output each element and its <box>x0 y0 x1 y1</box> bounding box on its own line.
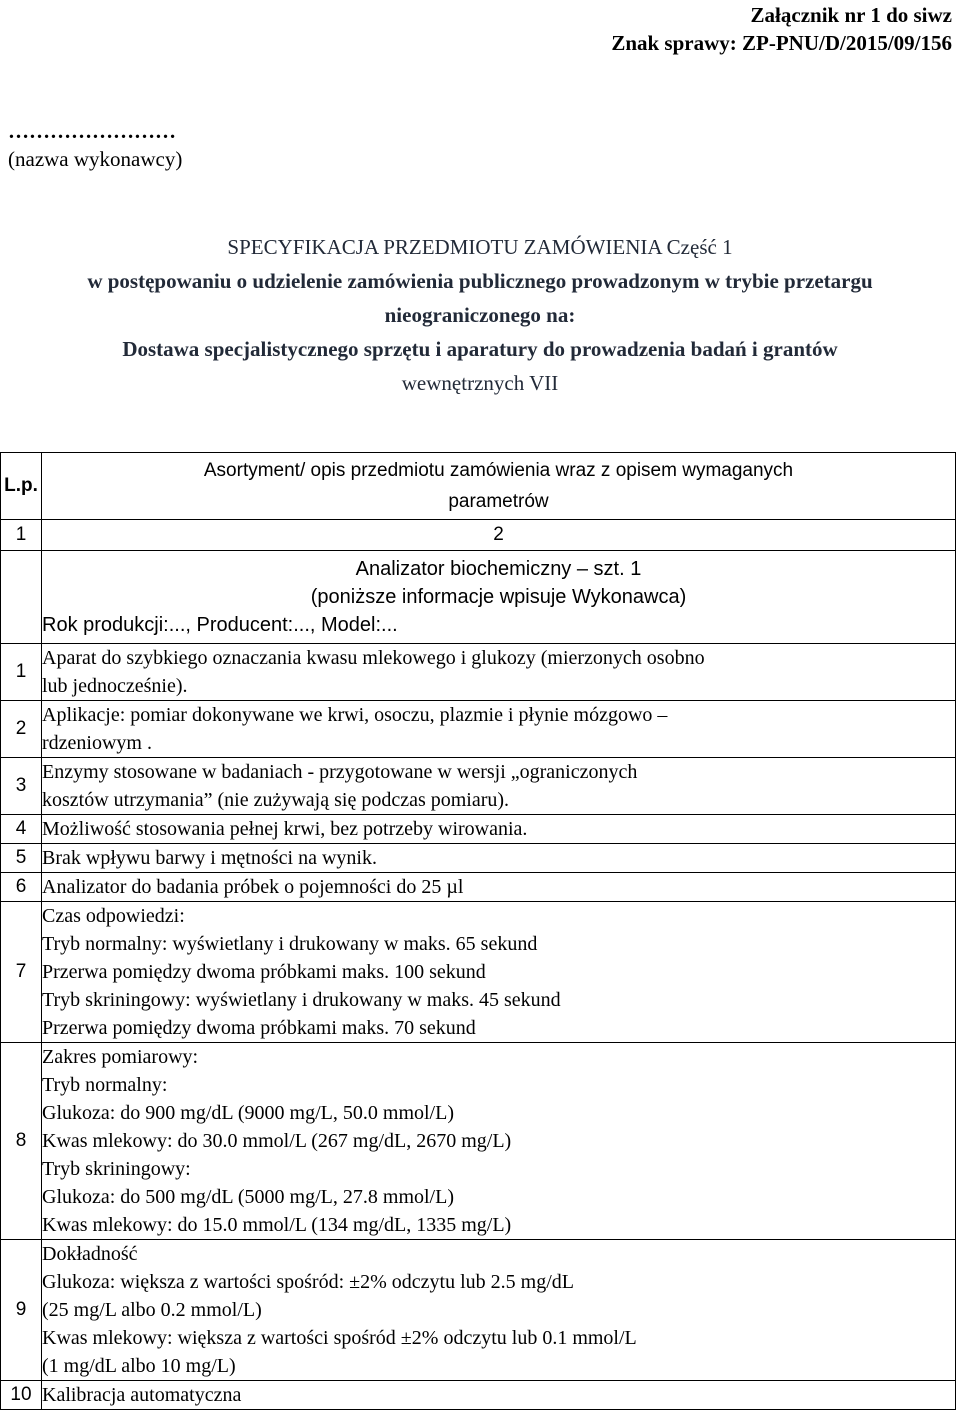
item-fields: Rok produkcji:..., Producent:..., Model:... <box>42 614 398 636</box>
row-description <box>42 644 956 701</box>
case-reference: Znak sprawy: ZP-PNU/D/2015/09/156 <box>611 31 952 55</box>
item-header <box>42 551 956 644</box>
row-number: 9 <box>1 1240 42 1381</box>
title-line-1: SPECYFIKACJA PRZEDMIOTU ZAMÓWIENIA Część 1 <box>227 235 733 259</box>
header-description <box>42 453 956 520</box>
table-header-row <box>1 453 956 520</box>
row-description-line: Analizator do badania próbek o pojemności do 25 µl <box>42 876 464 898</box>
column-number-1: 1 <box>1 520 42 551</box>
row-number: 2 <box>1 701 42 758</box>
row-description-line: Kwas mlekowy: większa z wartości spośród ±2% odczytu lub 0.1 mmol/L <box>42 1327 637 1349</box>
title-line-3: nieograniczonego na: <box>384 303 576 327</box>
specification-table <box>0 452 956 1410</box>
row-description <box>42 1381 956 1410</box>
header-description-line-2: parametrów <box>448 491 549 512</box>
table-row <box>1 844 956 873</box>
row-description-line: Aplikacje: pomiar dokonywane we krwi, osoczu, plazmie i płynie mózgowo – <box>42 704 668 726</box>
column-number-row <box>1 520 956 551</box>
item-title: Analizator biochemiczny – szt. 1 <box>355 558 642 580</box>
item-note: (poniższe informacje wpisuje Wykonawca) <box>310 586 687 608</box>
row-description-line: Tryb skriningowy: <box>42 1158 191 1180</box>
row-description-line: Zakres pomiarowy: <box>42 1046 199 1068</box>
row-description <box>42 758 956 815</box>
document-title <box>0 230 960 400</box>
row-description-line: Kwas mlekowy: do 30.0 mmol/L (267 mg/dL, 2670 mg/L) <box>42 1130 512 1152</box>
row-description-line: Tryb normalny: wyświetlany i drukowany w maks. 65 sekund <box>42 933 538 955</box>
row-description-line: Kalibracja automatyczna <box>42 1384 242 1406</box>
title-line-4: Dostawa specjalistycznego sprzętu i aparatury do prowadzenia badań i grantów <box>122 337 838 361</box>
title-line-5: wewnętrznych VII <box>401 371 559 395</box>
table-row <box>1 1381 956 1410</box>
table-row <box>1 758 956 815</box>
table-row <box>1 873 956 902</box>
row-number: 3 <box>1 758 42 815</box>
row-description-line: (1 mg/dL albo 10 mg/L) <box>42 1355 236 1377</box>
row-description-line: Brak wpływu barwy i mętności na wynik. <box>42 847 377 869</box>
row-description-line: Dokładność <box>42 1243 138 1265</box>
header-lp: L.p. <box>1 453 42 520</box>
row-description-line: Glukoza: do 500 mg/dL (5000 mg/L, 27.8 mmol/L) <box>42 1186 454 1208</box>
row-description-line: Glukoza: do 900 mg/dL (9000 mg/L, 50.0 mmol/L) <box>42 1102 454 1124</box>
row-number: 1 <box>1 644 42 701</box>
table-row <box>1 1240 956 1381</box>
row-description <box>42 844 956 873</box>
table-row <box>1 902 956 1043</box>
row-description-line: rdzeniowym . <box>42 732 152 754</box>
row-description-line: Enzymy stosowane w badaniach - przygotowane w wersji „ograniczonych <box>42 761 638 783</box>
column-number-2: 2 <box>42 520 956 551</box>
title-line-2: w postępowaniu o udzielenie zamówienia publicznego prowadzonym w trybie przetargu <box>87 269 873 293</box>
row-description-line: lub jednocześnie). <box>42 675 188 697</box>
row-description-line: Tryb normalny: <box>42 1074 168 1096</box>
row-description-line: Czas odpowiedzi: <box>42 905 185 927</box>
row-description-line: Tryb skriningowy: wyświetlany i drukowany w maks. 45 sekund <box>42 989 561 1011</box>
table-row <box>1 1043 956 1240</box>
item-header-row <box>1 551 956 644</box>
row-description <box>42 1043 956 1240</box>
table-row <box>1 815 956 844</box>
row-description-line: Przerwa pomiędzy dwoma próbkami maks. 100 sekund <box>42 961 486 983</box>
table-row <box>1 701 956 758</box>
row-description-line: Możliwość stosowania pełnej krwi, bez potrzeby wirowania. <box>42 818 528 840</box>
row-description <box>42 1240 956 1381</box>
contractor-name-label: (nazwa wykonawcy) <box>8 147 183 171</box>
row-number: 7 <box>1 902 42 1043</box>
row-description-line: Przerwa pomiędzy dwoma próbkami maks. 70 sekund <box>42 1017 476 1039</box>
row-description-line: kosztów utrzymania” (nie zużywają się podczas pomiaru). <box>42 789 510 811</box>
row-description-line: Glukoza: większa z wartości spośród: ±2% odczytu lub 2.5 mg/dL <box>42 1271 574 1293</box>
row-number: 6 <box>1 873 42 902</box>
row-number: 5 <box>1 844 42 873</box>
table-row <box>1 644 956 701</box>
row-description <box>42 701 956 758</box>
row-number: 10 <box>1 1381 42 1410</box>
row-number: 8 <box>1 1043 42 1240</box>
contractor-name-placeholder: …………………… <box>8 119 176 143</box>
attachment-title: Załącznik nr 1 do siwz <box>750 3 952 27</box>
row-description-line: (25 mg/L albo 0.2 mmol/L) <box>42 1299 262 1321</box>
header-description-line-1: Asortyment/ opis przedmiotu zamówienia wraz z opisem wymaganych <box>203 460 794 481</box>
row-description <box>42 815 956 844</box>
row-description <box>42 902 956 1043</box>
row-description-line: Aparat do szybkiego oznaczania kwasu mlekowego i glukozy (mierzonych osobno <box>42 647 705 669</box>
row-description <box>42 873 956 902</box>
row-description-line: Kwas mlekowy: do 15.0 mmol/L (134 mg/dL, 1335 mg/L) <box>42 1214 512 1236</box>
row-number: 4 <box>1 815 42 844</box>
item-header-empty <box>1 551 42 644</box>
